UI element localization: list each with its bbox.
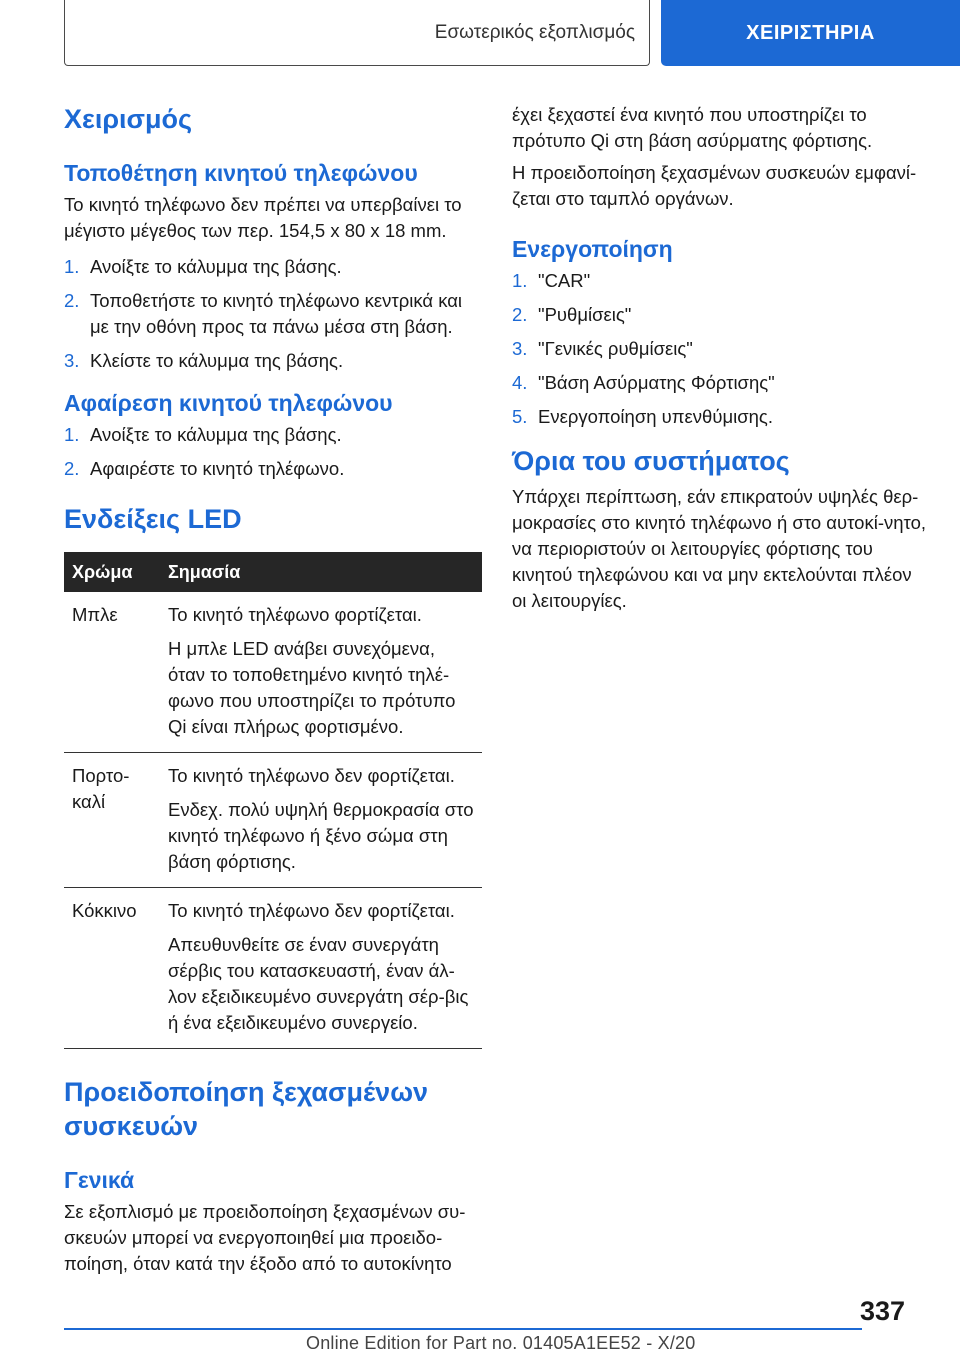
activation-steps xyxy=(512,268,930,430)
step-number: 4. xyxy=(512,372,528,393)
continued-text: έχει ξεχαστεί ένα κινητό που υποστηρίζει το πρότυπο Qi στη βάση ασύρματης φόρτισης. xyxy=(512,104,873,151)
led-meaning-line1: Το κινητό τηλέφωνο δεν φορτίζεται. xyxy=(168,765,455,786)
remove-phone-steps xyxy=(64,422,482,482)
list-item xyxy=(512,404,930,430)
led-meaning-line1: Το κινητό τηλέφωνο φορτίζεται. xyxy=(168,604,422,625)
step-number: 1. xyxy=(64,256,80,277)
system-limits-heading: Όρια του συστήματος xyxy=(512,446,790,476)
section-title: Εσωτερικός εξοπλισμός xyxy=(434,21,635,43)
general-text: Σε εξοπλισμό με προειδοποίηση ξεχασμένων συ-σκευών μπορεί να ενεργοποιηθεί μια προειδο-ποίηση, όταν κατά την έξοδο από το αυτοκίνητο xyxy=(64,1201,466,1274)
section-title-tab xyxy=(64,0,650,66)
footer-edition xyxy=(306,1333,695,1354)
step-number: 2. xyxy=(64,458,80,479)
table-header-row xyxy=(64,552,482,592)
left-column xyxy=(64,98,482,1277)
chapter-title: ΧΕΙΡΙΣΤΗΡΙΑ xyxy=(746,21,875,44)
warning-display-text: Η προειδοποίηση ξεχασμένων συσκευών εμφανί-ζεται στο ταμπλό οργάνων. xyxy=(512,162,917,209)
operation-heading: Χειρισμός xyxy=(64,104,193,134)
led-heading: Ενδείξεις LED xyxy=(64,504,242,534)
forgotten-devices-heading-line2: συσκευών xyxy=(64,1111,199,1141)
forgotten-devices-heading xyxy=(64,1075,482,1143)
step-number: 5. xyxy=(512,406,528,427)
list-item xyxy=(64,422,482,448)
step-number: 2. xyxy=(512,304,528,325)
step-text: "CAR" xyxy=(538,270,591,291)
step-text: Ανοίξτε το κάλυμμα της βάσης. xyxy=(90,424,342,445)
general-heading: Γενικά xyxy=(64,1167,135,1193)
table-row xyxy=(64,888,482,1049)
list-item xyxy=(64,288,482,340)
activation-heading: Ενεργοποίηση xyxy=(512,236,673,262)
step-text: Ανοίξτε το κάλυμμα της βάσης. xyxy=(90,256,342,277)
table-row xyxy=(64,592,482,753)
footer-divider xyxy=(64,1328,862,1330)
list-item xyxy=(64,456,482,482)
led-meaning-line1: Το κινητό τηλέφωνο δεν φορτίζεται. xyxy=(168,900,455,921)
list-item xyxy=(512,302,930,328)
step-text: Κλείστε το κάλυμμα της βάσης. xyxy=(90,350,344,371)
step-text: "Βάση Ασύρματης Φόρτισης" xyxy=(538,372,775,393)
list-item xyxy=(64,254,482,280)
led-meaning xyxy=(160,888,482,1049)
list-item xyxy=(64,348,482,374)
led-color: Πορτο-καλί xyxy=(64,753,160,888)
step-number: 3. xyxy=(512,338,528,359)
step-text: Ενεργοποίηση υπενθύμισης. xyxy=(538,406,773,427)
system-limits-text: Υπάρχει περίπτωση, εάν επικρατούν υψηλές θερ-μοκρασίες στο κινητό τηλέφωνο ή στο αυτοκί-νητο, να περιοριστούν οι λειτουργίες φόρτισης του κινητού τηλεφώνου και να μην εκτελούνται πλέον οι λειτουργίες. xyxy=(512,486,926,611)
step-number: 3. xyxy=(64,350,80,371)
led-color: Κόκκινο xyxy=(64,888,160,1049)
step-text: "Γενικές ρυθμίσεις" xyxy=(538,338,693,359)
remove-phone-heading: Αφαίρεση κινητού τηλεφώνου xyxy=(64,390,393,416)
chapter-tab[interactable] xyxy=(661,0,960,66)
step-text: "Ρυθμίσεις" xyxy=(538,304,632,325)
step-number: 1. xyxy=(512,270,528,291)
led-meaning xyxy=(160,592,482,753)
led-meaning xyxy=(160,753,482,888)
place-phone-heading: Τοποθέτηση κινητού τηλεφώνου xyxy=(64,160,418,186)
step-number: 1. xyxy=(64,424,80,445)
list-item xyxy=(512,370,930,396)
led-meaning-line2: Η μπλε LED ανάβει συνεχόμενα, όταν το τοποθετημένο κινητό τηλέ-φωνο που υποστηρίζει το πρότυπο Qi είναι πλήρως φορτισμένο. xyxy=(168,638,456,737)
column-header-meaning: Σημασία xyxy=(160,552,482,592)
step-number: 2. xyxy=(64,290,80,311)
list-item xyxy=(512,268,930,294)
step-text: Τοποθετήστε το κινητό τηλέφωνο κεντρικά και με την οθόνη προς τα πάνω μέσα στη βάση. xyxy=(90,290,463,337)
place-phone-intro: Το κινητό τηλέφωνο δεν πρέπει να υπερβαίνει το μέγιστο μέγεθος των περ. 154,5 x 80 x 18 mm. xyxy=(64,194,462,241)
led-color: Μπλε xyxy=(64,592,160,753)
table-row xyxy=(64,753,482,888)
led-table xyxy=(64,552,482,1049)
page-number: 337 xyxy=(860,1296,906,1326)
column-header-color: Χρώμα xyxy=(64,552,160,592)
list-item xyxy=(512,336,930,362)
led-meaning-line2: Ενδεχ. πολύ υψηλή θερμοκρασία στο κινητό τηλέφωνο ή ξένο σώμα στη βάση φόρτισης. xyxy=(168,799,474,872)
right-column xyxy=(512,98,930,614)
edition-text: Online Edition for Part no. 01405A1EE52 - X/20 xyxy=(306,1333,696,1353)
place-phone-steps xyxy=(64,254,482,374)
step-text: Αφαιρέστε το κινητό τηλέφωνο. xyxy=(90,458,345,479)
forgotten-devices-heading-line1: Προειδοποίηση ξεχασμένων xyxy=(64,1077,429,1107)
led-meaning-line2: Απευθυνθείτε σε έναν συνεργάτη σέρβις του κατασκευαστή, έναν άλ-λον εξειδικευμένο συνεργάτη σέρ-βις ή ένα εξειδικευμένο συνεργείο. xyxy=(168,934,469,1033)
